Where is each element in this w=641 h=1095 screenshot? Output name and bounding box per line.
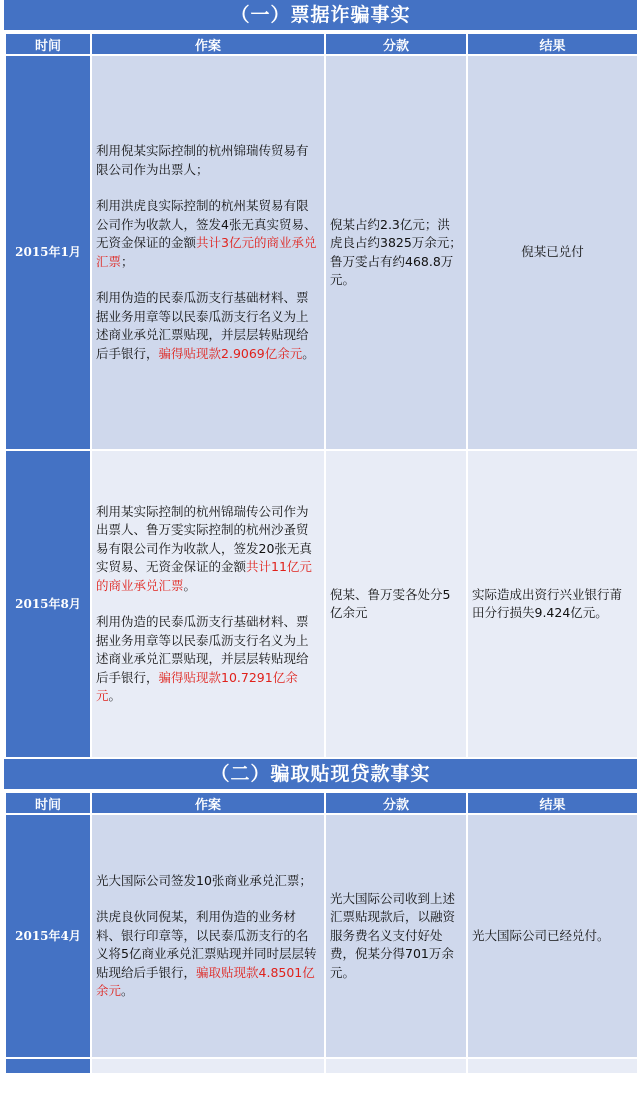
table-header-row (5, 792, 638, 814)
row-result: 光大国际公司已经兑付。 (467, 814, 638, 1058)
act-paragraph: 光大国际公司签发10张商业承兑汇票； (96, 872, 312, 888)
table-row (5, 814, 638, 1058)
act-paragraph: 洪虎良伙同倪某，利用伪造的业务材料、银行印章等，以民泰瓜沥支行的名义将5亿商业承兑汇票贴现并同时层层转贴现给后手银行，骗取贴现款4.8501亿余元。 (96, 909, 317, 998)
row-money: 光大国际公司收到上述汇票贴现款后，以融资服务费名义支付好处费，倪某分得701万余元。 (325, 814, 467, 1058)
header-money: 分款 (325, 792, 467, 814)
row-money-empty (325, 1058, 467, 1074)
section-1-table (4, 32, 639, 759)
row-time: 2015年1月 (5, 55, 91, 450)
row-money: 倪某占约2.3亿元；洪虎良占约3825万余元；鲁万雯占有约468.8万元。 (325, 55, 467, 450)
act-paragraph: 利用伪造的民泰瓜沥支行基础材料、票据业务用章等以民泰瓜沥支行名义为上述商业承兑汇票贴现，并层层转贴现给后手银行，骗得贴现款10.7291亿余元。 (96, 614, 309, 703)
act-paragraph: 利用洪虎良实际控制的杭州某贸易有限公司作为收款人，签发4张无真实贸易、无资金保证的金额共计3亿元的商业承兑汇票； (96, 198, 317, 269)
header-time: 时间 (5, 792, 91, 814)
highlight-text: 共计3亿元的商业承兑汇票 (96, 235, 317, 269)
act-paragraph: 利用某实际控制的杭州锦瑞传公司作为出票人、鲁万雯实际控制的杭州沙蚤贸易有限公司作为收款人，签发20张无真实贸易、无资金保证的金额共计11亿元的商业承兑汇票。 (96, 503, 312, 593)
table-row (5, 55, 638, 450)
highlight-text: 骗得贴现款10.7291亿余元 (96, 669, 298, 703)
row-money: 倪某、鲁万雯各处分5亿余元 (325, 450, 467, 758)
highlight-text: 骗得贴现款2.9069亿余元 (158, 345, 303, 361)
highlight-text: 骗取贴现款4.8501亿余元 (96, 964, 315, 998)
highlight-text: 共计11亿元的商业承兑汇票 (96, 559, 312, 593)
row-result: 倪某已兑付 (467, 55, 638, 450)
act-paragraph: 利用倪某实际控制的杭州锦瑞传贸易有限公司作为出票人； (96, 143, 309, 177)
row-time: 2015年4月 (5, 814, 91, 1058)
document (4, 0, 637, 1075)
row-act (91, 450, 325, 758)
row-time-empty (5, 1058, 91, 1074)
section-2-table (4, 791, 639, 1075)
table-row (5, 450, 638, 758)
row-result-empty (467, 1058, 638, 1074)
section-2-title: （二）骗取贴现贷款事实 (4, 759, 637, 791)
section-1-title: （一）票据诈骗事实 (4, 0, 637, 32)
header-act: 作案 (91, 33, 325, 55)
act-paragraph: 利用伪造的民泰瓜沥支行基础材料、票据业务用章等以民泰瓜沥支行名义为上述商业承兑汇票贴现，并层层转贴现给后手银行，骗得贴现款2.9069亿余元。 (96, 290, 315, 361)
header-result: 结果 (467, 33, 638, 55)
header-money: 分款 (325, 33, 467, 55)
row-time: 2015年8月 (5, 450, 91, 758)
row-result: 实际造成出资行兴业银行莆田分行损失9.424亿元。 (467, 450, 638, 758)
row-act (91, 814, 325, 1058)
header-time: 时间 (5, 33, 91, 55)
row-act-empty (91, 1058, 325, 1074)
header-act: 作案 (91, 792, 325, 814)
header-result: 结果 (467, 792, 638, 814)
table-row-empty (5, 1058, 638, 1074)
table-header-row (5, 33, 638, 55)
row-act (91, 55, 325, 450)
